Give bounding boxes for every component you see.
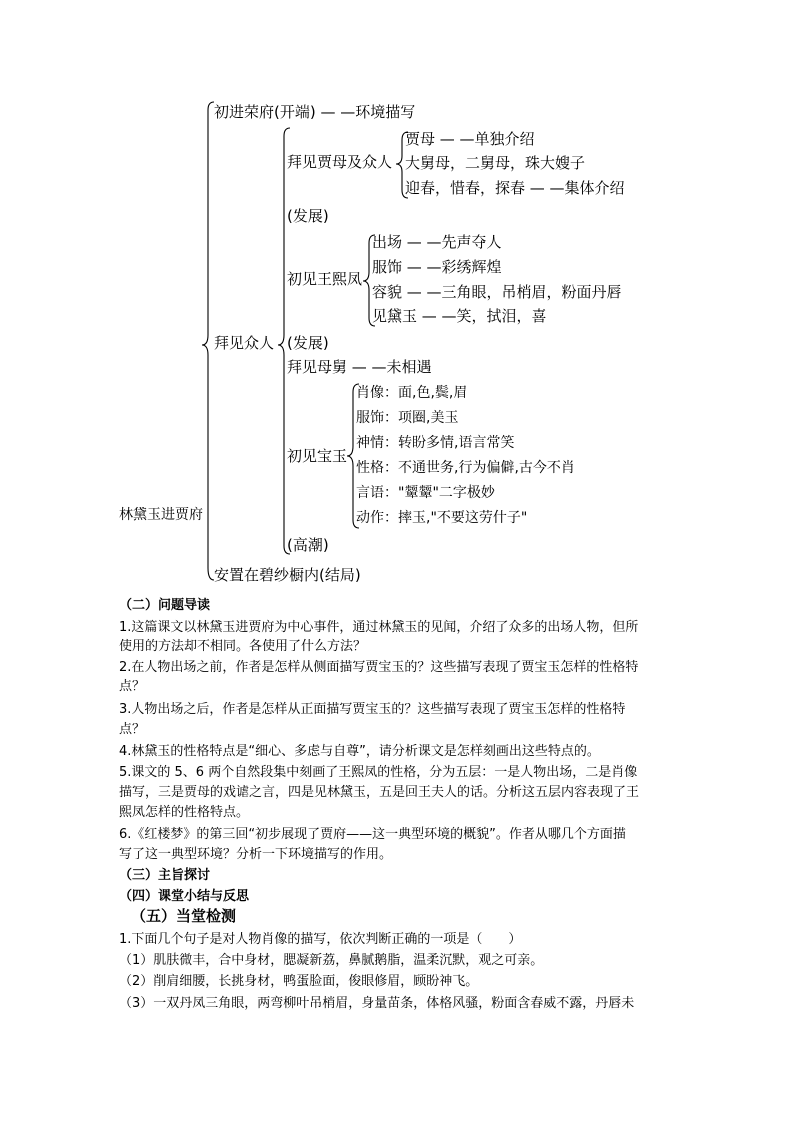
section-heading: （二）问题导读 xyxy=(119,598,211,613)
question-line: 1.这篇课文以林黛玉进贾府为中心事件，通过林黛玉的见闻，介绍了众多的出场人物，但所 xyxy=(119,620,639,635)
outline-item: 服饰 — —彩绣辉煌 xyxy=(372,258,502,276)
question-line: 6.《红楼梦》的第三回“初步展现了贾府——这一典型环境的概貌”。作者从哪几个方面描 xyxy=(119,827,626,842)
outline-stage-tag: (发展) xyxy=(287,207,329,225)
outline-group-jiamu-label: 拜见贾母及众人 xyxy=(287,153,393,171)
outline-item: 肖像：面,色,鬓,眉 xyxy=(356,385,468,401)
section-heading: （五）当堂检测 xyxy=(131,907,237,925)
outline-node-settle: 安置在碧纱橱内(结局) xyxy=(214,566,361,584)
question-line: 描写，三是贾母的戏谑之言，四是见林黛玉，五是回王夫人的话。分析这五层内容表现了王 xyxy=(119,785,640,800)
outline-item: 服饰：项圈,美玉 xyxy=(356,410,459,426)
outline-item: 言语："颦颦"二字极妙 xyxy=(356,485,495,501)
outline-group-uncles-label: 拜见母舅 — —未相遇 xyxy=(287,358,432,376)
outline-node-meet-all: 拜见众人 xyxy=(214,334,275,352)
outline-group-wangxifeng-label: 初见王熙凤 xyxy=(287,270,363,288)
outline-item: 贾母 — —单独介绍 xyxy=(405,130,535,148)
question-line: 使用的方法却不相同。各使用了什么方法？ xyxy=(119,639,367,654)
question-line: 3.人物出场之后，作者是怎样从正面描写贾宝玉的？这些描写表现了贾宝玉怎样的性格特 xyxy=(119,702,626,717)
test-line: （3）一双丹凤三角眼，两弯柳叶吊梢眉，身量苗条，体格风骚，粉面含春威不露，丹唇未 xyxy=(119,996,635,1011)
baoyu-brace xyxy=(347,384,359,528)
section-heading: （四）课堂小结与反思 xyxy=(119,889,250,904)
outline-item: 出场 — —先声夺人 xyxy=(372,233,502,251)
outline-item: 动作：摔玉,"不要这劳什子" xyxy=(356,510,528,526)
test-line: （2）削肩细腰，长挑身材，鸭蛋脸面，俊眼修眉，顾盼神飞。 xyxy=(119,974,479,989)
outline-stage-tag: (发展) xyxy=(287,334,329,352)
question-line: 5.课文的 5、6 两个自然段集中刻画了王熙凤的性格，分为五层：一是人物出场，二是肖像 xyxy=(119,765,638,780)
question-line: 点？ xyxy=(119,679,146,694)
question-line: 2.在人物出场之前，作者是怎样从侧面描写贾宝玉的？这些描写表现了贾宝玉怎样的性格特 xyxy=(119,660,639,675)
question-line: 熙凤怎样的性格特点。 xyxy=(119,805,250,820)
outline-stage-tag: (高潮) xyxy=(287,536,329,554)
section-heading: （三）主旨探讨 xyxy=(119,868,211,883)
outline-item: 神情：转盼多情,语言常笑 xyxy=(356,435,515,451)
outline-item: 迎春，惜春，探春 — —集体介绍 xyxy=(405,179,625,197)
question-line: 4.林黛玉的性格特点是“细心、多虑与自尊”，请分析课文是怎样刻画出这些特点的。 xyxy=(119,744,600,759)
outline-group-baoyu-label: 初见宝玉 xyxy=(287,447,348,465)
test-line: 1.下面几个句子是对人物肖像的描写，依次判断正确的一项是（ ） xyxy=(119,932,522,947)
outline-root: 林黛玉进贾府 xyxy=(119,507,203,523)
question-line: 点？ xyxy=(119,722,146,737)
outline-item: 大舅母，二舅母，珠大嫂子 xyxy=(405,154,586,172)
question-line: 写了这一典型环境？分析一下环境描写的作用。 xyxy=(119,847,393,862)
test-line: （1）肌肤微丰，合中身材，腮凝新荔，鼻腻鹅脂，温柔沉默，观之可亲。 xyxy=(119,953,544,968)
main-brace xyxy=(202,102,214,580)
outline-item: 容貌 — —三角眼，吊梢眉，粉面丹唇 xyxy=(372,283,622,301)
outline-item: 性格：不通世务,行为偏僻,古今不肖 xyxy=(356,460,575,476)
outline-item: 见黛玉 — —笑，拭泪，喜 xyxy=(372,307,547,325)
outline-node-arrival: 初进荣府(开端) — —环境描写 xyxy=(214,103,416,121)
